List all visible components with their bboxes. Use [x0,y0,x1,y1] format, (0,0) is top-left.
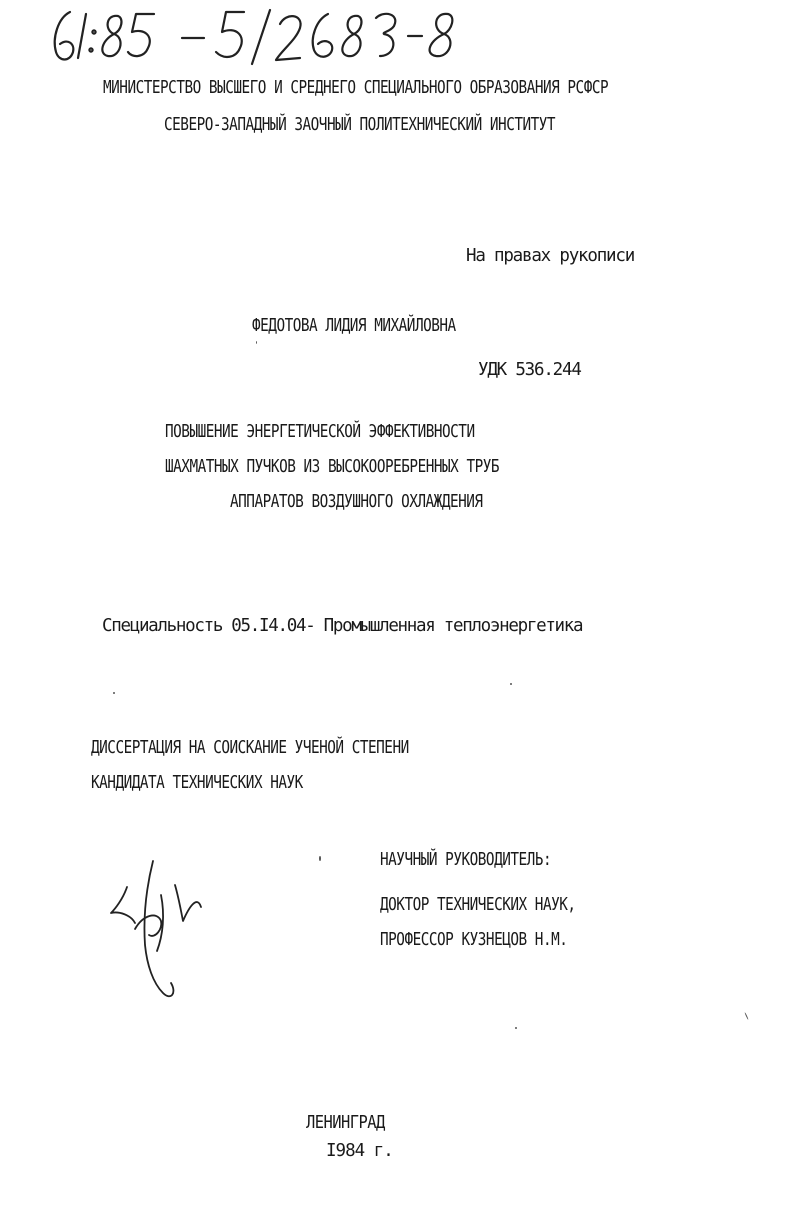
specialty-line: Специальность 05.I4.04- Промышленная теплоэнергетика [102,616,583,636]
supervisor-name: ПРОФЕССОР КУЗНЕЦОВ Н.М. [380,930,568,950]
manuscript-note: На правах рукописи [466,246,635,266]
scan-speck [319,856,321,861]
scan-speck [510,683,512,685]
scan-speck [515,1027,517,1029]
institute-heading: СЕВЕРО-ЗАПАДНЫЙ ЗАОЧНЫЙ ПОЛИТЕХНИЧЕСКИЙ ИНСТИТУТ [164,115,556,135]
scan-speck [256,341,257,344]
title-line-1: ПОВЫШЕНИЕ ЭНЕРГЕТИЧЕСКОЙ ЭФФЕКТИВНОСТИ [165,422,475,442]
handwritten-signature [105,855,215,1005]
dissertation-line-2: КАНДИДАТА ТЕХНИЧЕСКИХ НАУК [91,773,303,793]
handwritten-catalog-code [48,4,488,72]
dissertation-line-1: ДИССЕРТАЦИЯ НА СОИСКАНИЕ УЧЕНОЙ СТЕПЕНИ [91,738,409,758]
title-line-3: АППАРАТОВ ВОЗДУШНОГО ОХЛАЖДЕНИЯ [230,492,483,512]
author-name: ФЕДОТОВА ЛИДИЯ МИХАЙЛОВНА [252,316,456,336]
scan-speck [113,692,115,694]
ministry-heading: МИНИСТЕРСТВО ВЫСШЕГО И СРЕДНЕГО СПЕЦИАЛЬНОГО ОБРАЗОВАНИЯ РСФСР [103,78,609,98]
scan-speck [744,1012,748,1020]
supervisor-label: НАУЧНЫЙ РУКОВОДИТЕЛЬ: [380,850,552,870]
title-line-2: ШАХМАТНЫХ ПУЧКОВ ИЗ ВЫСОКООРЕБРЕННЫХ ТРУБ [165,457,500,477]
supervisor-degree: ДОКТОР ТЕХНИЧЕСКИХ НАУК, [380,895,576,915]
year: I984 г. [326,1141,393,1161]
city: ЛЕНИНГРАД [306,1113,385,1133]
udk-code: УДК 536.244 [478,360,581,380]
